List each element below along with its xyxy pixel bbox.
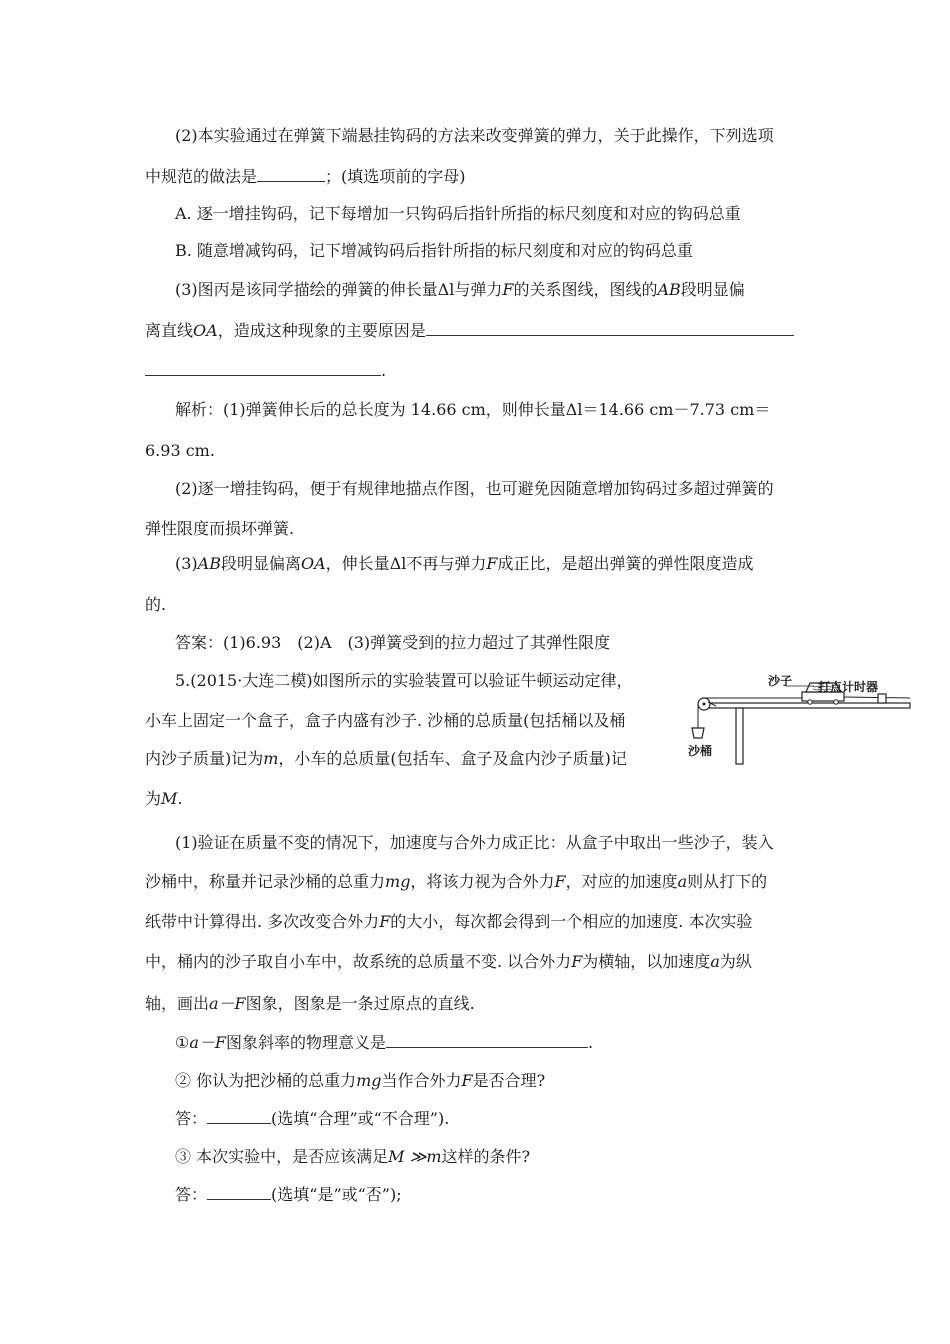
q5-sub2-answer: 答： (选填“合理”或“不合理”). xyxy=(175,1109,450,1128)
q5-part1-line1: (1)验证在质量不变的情况下，加速度与合外力成正比：从盒子中取出一些沙子，装入 xyxy=(175,833,774,852)
apparatus-figure xyxy=(686,670,916,770)
q5-sub1: ①a－F图象斜率的物理意义是 . xyxy=(175,1033,594,1052)
q5-part1-line2: 沙桶中，称量并记录沙桶的总重力mg，将该力视为合外力F，对应的加速度a则从打下的 xyxy=(145,872,768,891)
answer-blank[interactable] xyxy=(207,1108,271,1124)
analysis-line4: 弹性限度而损坏弹簧. xyxy=(145,519,295,538)
sand-bucket-icon xyxy=(692,728,704,738)
q5-line1: 5.(2015·大连二模)如图所示的实验装置可以验证牛顿运动定律， xyxy=(175,671,633,690)
answer-line: 答案：(1)6.93 (2)A (3)弹簧受到的拉力超过了其弹性限度 xyxy=(175,633,611,652)
analysis-line2: 6.93 cm. xyxy=(145,441,215,460)
ticker-timer-icon xyxy=(878,694,886,703)
analysis-line5: (3)AB段明显偏离OA，伸长量Δl不再与弹力F成正比，是超出弹簧的弹性限度造成 xyxy=(175,554,754,573)
answer-blank[interactable] xyxy=(257,166,325,182)
q5-part1-line3: 纸带中计算得出. 多次改变合外力F的大小，每次都会得到一个相应的加速度. 本次实验 xyxy=(145,912,753,931)
apparatus-drawing xyxy=(686,670,916,770)
label-sand-bucket: 沙桶 xyxy=(688,744,713,758)
answer-blank[interactable] xyxy=(426,320,794,336)
answer-blank[interactable] xyxy=(207,1184,271,1200)
q5-sub3-answer: 答： (选填“是”或“否”); xyxy=(175,1185,402,1204)
answer-blank[interactable] xyxy=(386,1032,588,1048)
q4-part2-line2: 中规范的做法是 ；(填选项前的字母) xyxy=(145,167,466,186)
analysis-line6: 的. xyxy=(145,595,167,614)
label-sand: 沙子 xyxy=(768,674,793,688)
q5-line2: 小车上固定一个盒子，盒子内盛有沙子. 沙桶的总质量(包括桶以及桶 xyxy=(145,711,626,730)
q4-option-a: A. 逐一增挂钩码，记下每增加一只钩码后指针所指的标尺刻度和对应的钩码总重 xyxy=(175,204,741,223)
analysis-line1: 解析：(1)弹簧伸长后的总长度为 14.66 cm，则伸长量Δl＝14.66 cm－7.73 cm＝ xyxy=(175,400,771,419)
q4-part3-line2: 离直线OA，造成这种现象的主要原因是 xyxy=(145,320,794,342)
label-ticker-timer: 打点计时器 xyxy=(818,680,879,694)
q4-option-b: B. 随意增减钩码，记下增减钩码后指针所指的标尺刻度和对应的钩码总重 xyxy=(175,241,693,260)
q5-line3: 内沙子质量)记为m，小车的总质量(包括车、盒子及盒内沙子质量)记 xyxy=(145,749,627,768)
q4-part3-line1: (3)图丙是该同学描绘的弹簧的伸长量Δl与弹力F的关系图线，图线的AB段明显偏 xyxy=(175,280,745,299)
analysis-line3: (2)逐一增挂钩码，便于有规律地描点作图，也可避免因随意增加钩码过多超过弹簧的 xyxy=(175,479,774,498)
q4-part2-line1: (2)本实验通过在弹簧下端悬挂钩码的方法来改变弹簧的弹力，关于此操作，下列选项 xyxy=(175,126,774,145)
q5-sub3: ③ 本次实验中，是否应该满足M ≫m这样的条件? xyxy=(175,1147,531,1166)
table-leg xyxy=(736,708,743,764)
q5-part1-line5: 轴，画出a－F图象，图象是一条过原点的直线. xyxy=(145,994,475,1013)
q5-sub2: ② 你认为把沙桶的总重力mg当作合外力F是否合理? xyxy=(175,1071,546,1090)
paper-tape xyxy=(844,697,910,698)
answer-blank[interactable] xyxy=(145,360,381,376)
q5-part1-line4: 中，桶内的沙子取自小车中，故系统的总质量不变. 以合外力F为横轴，以加速度a为纵 xyxy=(145,952,752,971)
q5-line4: 为M. xyxy=(145,789,183,808)
q4-part3-line3: . xyxy=(145,360,386,382)
